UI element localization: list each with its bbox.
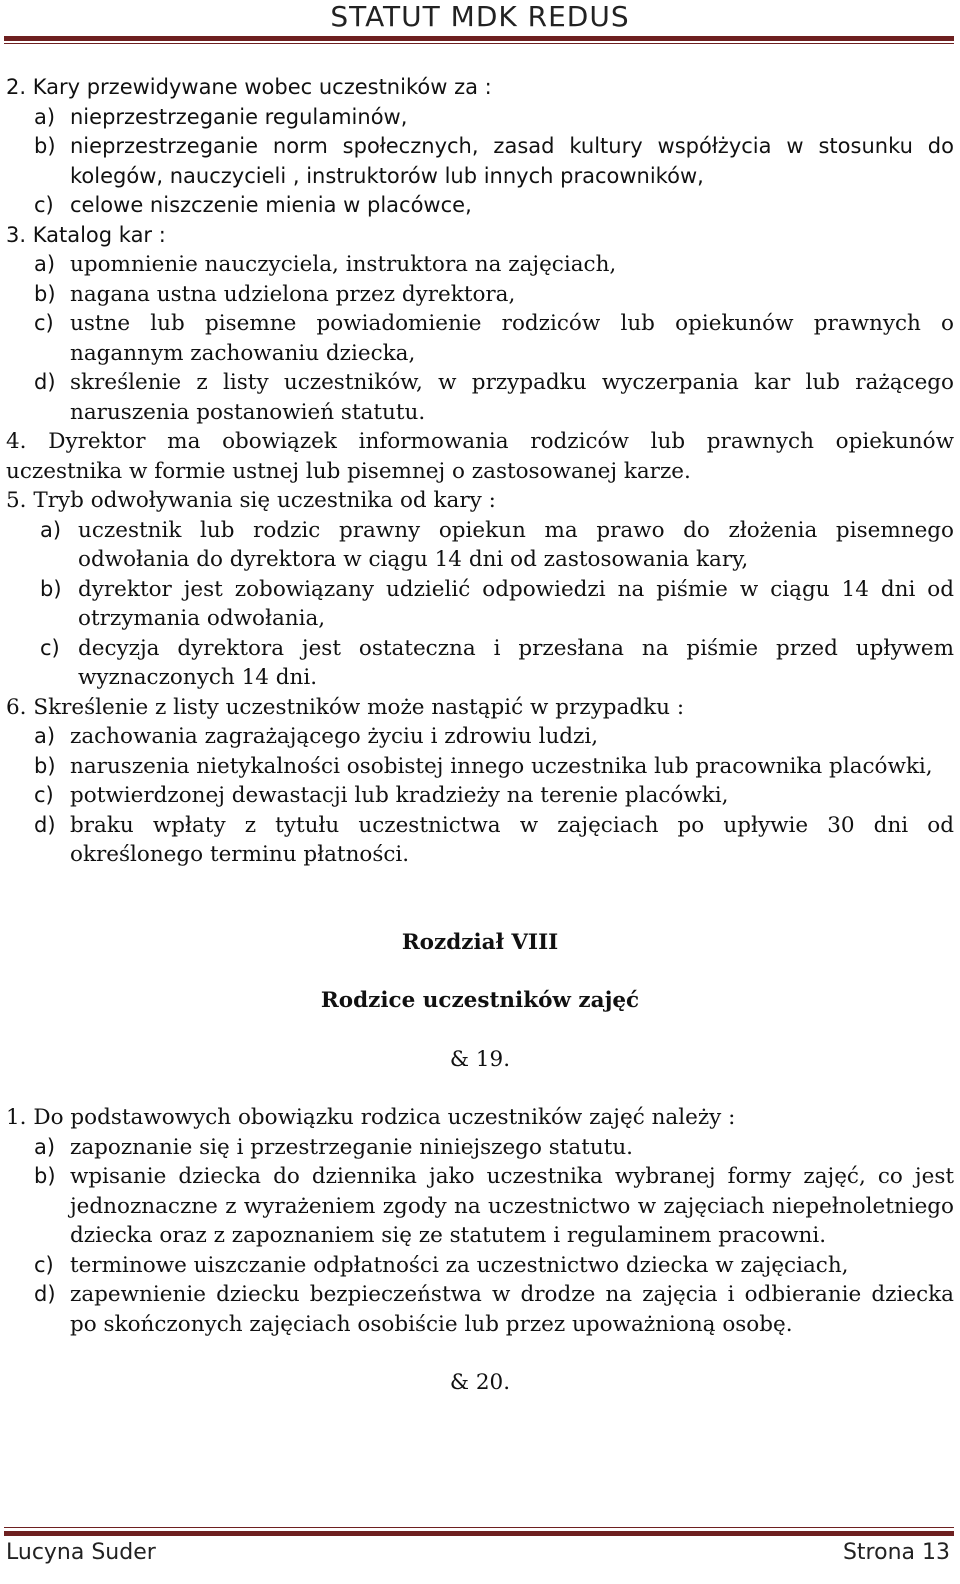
- list-label: b): [34, 281, 56, 306]
- list-text: ustne lub pisemne powiadomienie rodziców lub opiekunów prawnych o nagannym zachowaniu dziecka,: [70, 311, 954, 366]
- list-item: [6, 368, 954, 427]
- header-rule-thick: [4, 36, 954, 41]
- header-rule-thin: [4, 43, 954, 44]
- section-heading-2: 2. Kary przewidywane wobec uczestników za :: [6, 75, 492, 99]
- list-item: [6, 634, 954, 693]
- document-footer: [6, 1540, 950, 1565]
- list-text: upomnienie nauczyciela, instruktora na zajęciach,: [70, 252, 617, 277]
- list-label: a): [34, 724, 56, 748]
- list-text: braku wpłaty z tytułu uczestnictwa w zajęciach po upływie 30 dni od określonego terminu płatności.: [70, 812, 954, 867]
- footer-author: Lucyna Suder: [6, 1540, 156, 1565]
- list-text: nieprzestrzeganie regulaminów,: [70, 104, 408, 129]
- list-label: b): [34, 134, 56, 158]
- list-text: naruszenia nietykalności osobistej innego uczestnika lub pracownika placówki,: [70, 753, 933, 779]
- list-item: [6, 250, 954, 280]
- list-label: a): [40, 517, 62, 542]
- list-label: a): [34, 252, 56, 276]
- document-header-title: STATUT MDK REDUS: [330, 0, 630, 33]
- list-text: dyrektor jest zobowiązany udzielić odpowiedzi na piśmie w ciągu 14 dni od otrzymania odwołania,: [78, 576, 954, 631]
- list-item: [6, 103, 954, 133]
- list-text: nagana ustna udzielona przez dyrektora,: [70, 281, 516, 307]
- list-text: terminowe uiszczanie odpłatności za uczestnictwo dziecka w zajęciach,: [70, 1252, 849, 1278]
- footer-rule-thin: [4, 1527, 954, 1528]
- list-item: [6, 752, 954, 782]
- list-text: zapewnienie dziecku bezpieczeństwa w drodze na zajęcia i odbieranie dziecka po skończonych zajęciach osobiście lub przez upoważnioną osobę.: [70, 1282, 954, 1337]
- list-item: [6, 722, 954, 752]
- list-item: [6, 1280, 954, 1339]
- list-label: a): [34, 1134, 56, 1159]
- list-label: c): [34, 311, 54, 335]
- list-text: uczestnik lub rodzic prawny opiekun ma prawo do złożenia pisemnego odwołania do dyrektora w ciągu 14 dni od zastosowania kary,: [78, 517, 954, 572]
- list-item: [6, 1251, 954, 1281]
- list-label: b): [40, 576, 62, 601]
- paragraph-number: & 19.: [449, 1046, 511, 1072]
- list-item: [6, 191, 954, 221]
- list-item: [6, 516, 954, 575]
- section-heading-6: 6. Skreślenie z listy uczestników może nastąpić w przypadku :: [6, 694, 685, 720]
- section-heading-3: 3. Katalog kar :: [6, 222, 166, 247]
- list-text: nieprzestrzeganie norm społecznych, zasad kultury współżycia w stosunku do kolegów, nauczycieli , instruktorów lub innych pracowników,: [70, 134, 954, 188]
- section-heading-1: 1. Do podstawowych obowiązku rodzica uczestników zajęć należy :: [6, 1105, 736, 1130]
- list-item: [6, 575, 954, 634]
- list-label: c): [34, 193, 54, 217]
- list-label: b): [34, 1164, 56, 1188]
- list-text: potwierdzonej dewastacji lub kradzieży na terenie placówki,: [70, 783, 729, 808]
- next-paragraph-number: & 20.: [449, 1370, 511, 1395]
- list-label: d): [34, 370, 56, 394]
- footer-page-number: Strona 13: [842, 1540, 950, 1565]
- list-label: c): [40, 635, 60, 660]
- list-item: [6, 1133, 954, 1163]
- list-label: b): [34, 753, 56, 778]
- chapter-title: Rozdział VIII: [401, 929, 559, 955]
- list-label: a): [34, 104, 56, 129]
- list-item: [6, 811, 954, 870]
- list-item: [6, 280, 954, 310]
- list-text: zapoznanie się i przestrzeganie niniejszego statutu.: [70, 1134, 634, 1160]
- section-heading-5: 5. Tryb odwoływania się uczestnika od kary :: [6, 488, 496, 513]
- section-paragraph-4: 4. Dyrektor ma obowiązek informowania rodziców lub prawnych opiekunów uczestnika w formie ustnej lub pisemnej o zastosowanej karze.: [6, 429, 954, 484]
- list-item: [6, 1162, 954, 1251]
- list-item: [6, 781, 954, 811]
- list-item: [6, 309, 954, 368]
- list-text: celowe niszczenie mienia w placówce,: [70, 193, 472, 217]
- footer-rule-thick: [4, 1531, 954, 1536]
- list-label: d): [34, 1282, 56, 1306]
- list-label: c): [34, 1252, 54, 1277]
- list-text: zachowania zagrażającego życiu i zdrowiu ludzi,: [70, 724, 599, 749]
- list-text: skreślenie z listy uczestników, w przypadku wyczerpania kar lub rażącego naruszenia postanowień statutu.: [70, 370, 954, 425]
- list-label: c): [34, 783, 54, 807]
- list-item: [6, 132, 954, 191]
- list-label: d): [34, 812, 56, 837]
- list-text: wpisanie dziecka do dziennika jako uczestnika wybranej formy zajęć, co jest jednoznaczne z wyrażeniem zgody na uczestnictwo w zajęciach niepełnoletniego dziecka oraz z zapoznaniem się ze statutem i regulaminem pracowni.: [70, 1164, 954, 1248]
- chapter-subtitle: Rodzice uczestników zajęć: [320, 988, 640, 1013]
- list-text: decyzja dyrektora jest ostateczna i przesłana na piśmie przed upływem wyznaczonych 14 dni.: [78, 635, 954, 690]
- document-body: [6, 73, 954, 1398]
